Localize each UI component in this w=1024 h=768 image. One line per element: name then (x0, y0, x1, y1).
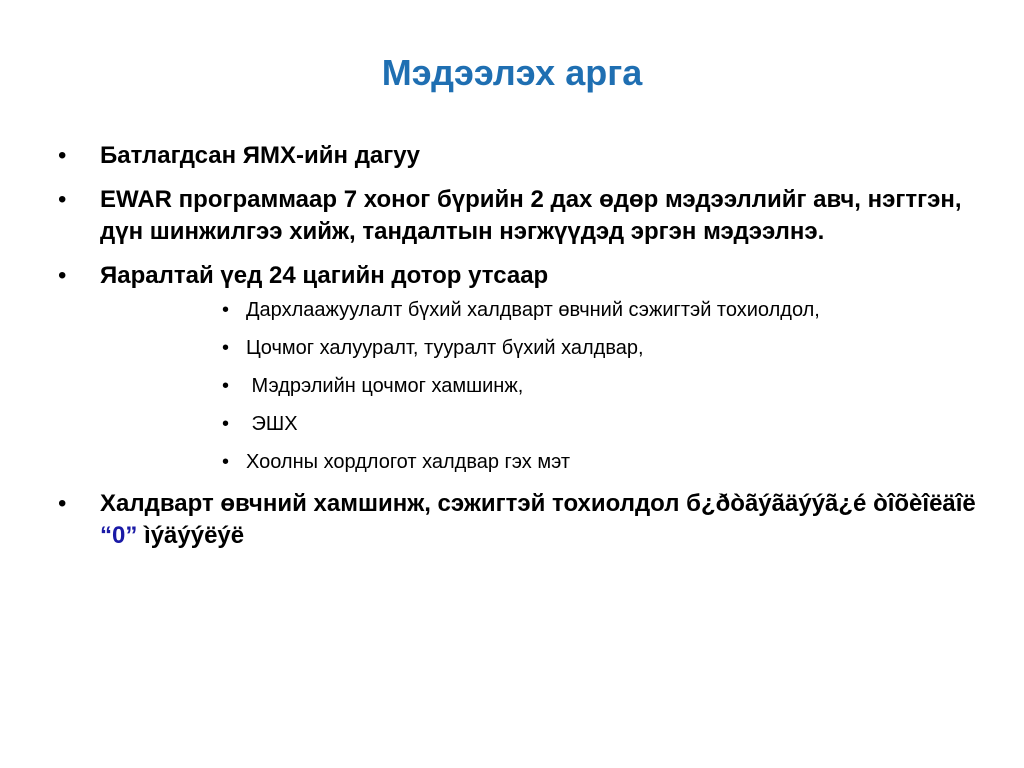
sub-bullet-marker: • (222, 299, 230, 321)
bullet-item-2 (58, 184, 978, 248)
sub-bullet-text: Цочмог халууралт, тууралт бүхий халдвар, (246, 337, 644, 359)
bullet-marker: • (58, 142, 67, 169)
sub-bullet-text: ЭШХ (246, 413, 298, 435)
sub-bullet-marker: • (222, 451, 230, 473)
bullet-text: EWAR программаар 7 хоног бүрийн 2 дах өдөр мэдээллийг авч, нэгтгэн, дүн шинжилгээ хийж, тандалтын нэгжүүдэд эргэн мэдээлнэ. (100, 186, 962, 245)
sub-bullet-item-4 (222, 412, 978, 436)
sub-bullet-item-2 (222, 336, 978, 360)
bullet-text: Батлагдсан ЯМХ-ийн дагуу (100, 142, 420, 169)
bullet-item-1 (58, 140, 978, 172)
sub-bullet-text: Дархлаажуулалт бүхий халдварт өвчний сэжигтэй тохиолдол, (246, 299, 820, 321)
bullet-item-4 (58, 488, 978, 552)
bullet-marker: • (58, 490, 67, 517)
highlighted-zero: “0” (100, 522, 138, 549)
bullet-marker: • (58, 186, 67, 213)
sub-bullet-text: Мэдрэлийн цочмог хамшинж, (246, 375, 524, 397)
bullet-list (58, 140, 978, 564)
sub-bullet-item-3 (222, 374, 978, 398)
bullet-text-before: Халдварт өвчний хамшинж, сэжигтэй тохиолдол б¿ðòãýãäýýã¿é òîõèîëäîë (100, 490, 976, 517)
bullet-marker: • (58, 262, 67, 289)
bullet-text-after: ìýäýýëýë (137, 522, 245, 549)
bullet-text: Яаралтай үед 24 цагийн дотор утсаар (100, 262, 549, 289)
sub-bullet-marker: • (222, 413, 230, 435)
sub-bullet-text: Хоолны хордлогот халдвар гэх мэт (246, 451, 571, 473)
bullet-text (100, 490, 976, 549)
slide-title: Мэдээлэх арга (381, 52, 643, 93)
sub-bullet-marker: • (222, 337, 230, 359)
sub-bullet-list (100, 298, 978, 474)
bullet-item-3 (58, 260, 978, 474)
sub-bullet-item-1 (222, 298, 978, 322)
sub-bullet-marker: • (222, 375, 230, 397)
sub-bullet-item-5 (222, 450, 978, 474)
